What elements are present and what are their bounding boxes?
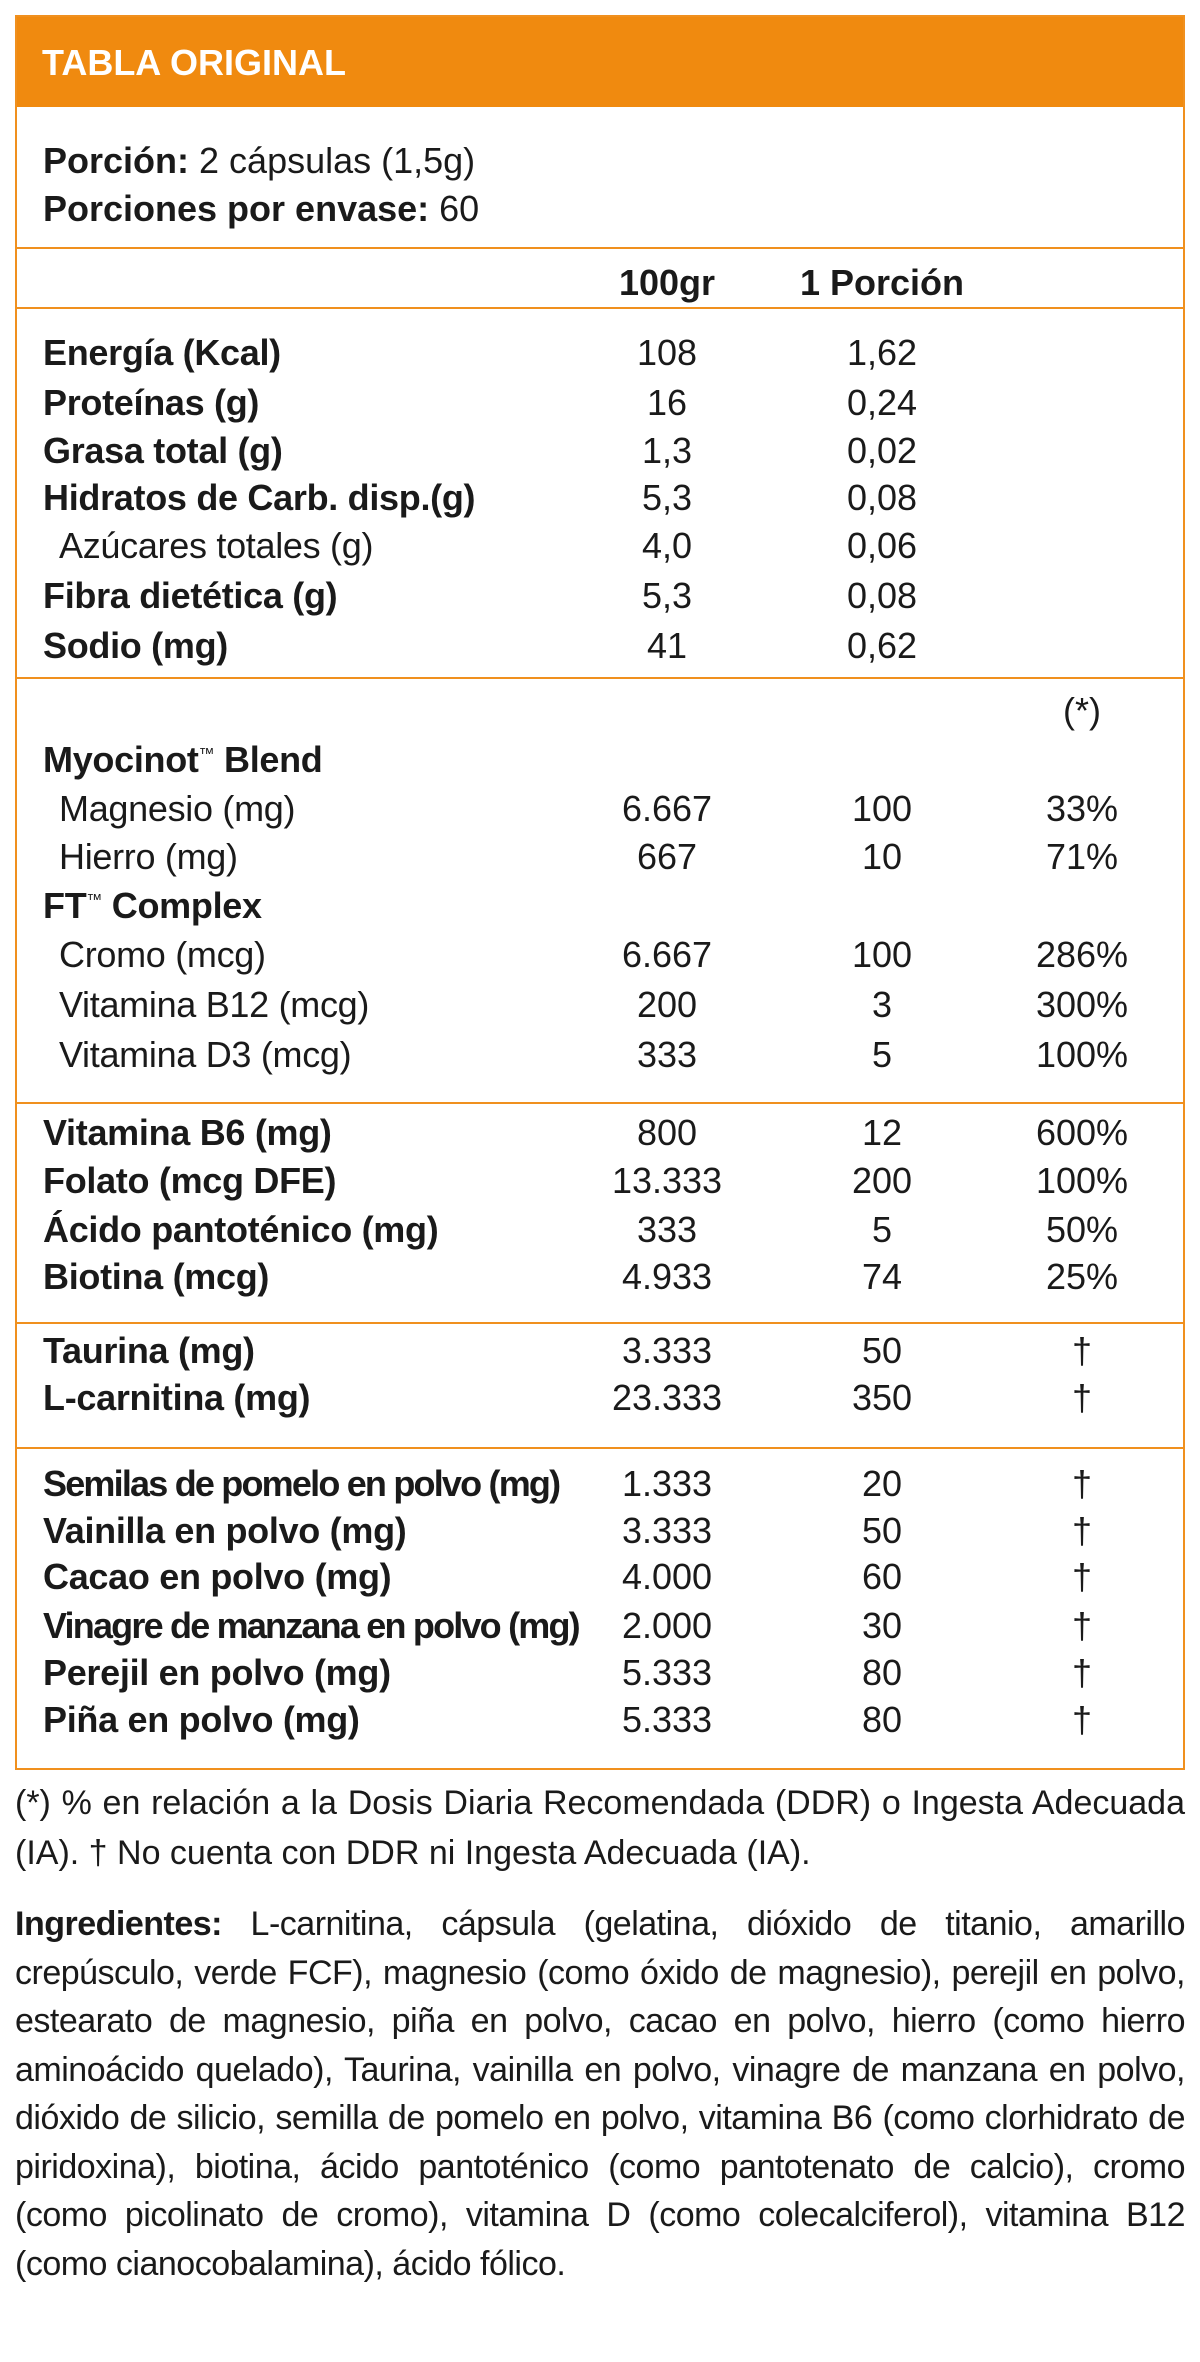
value-pct: † bbox=[1071, 1377, 1093, 1418]
ft-heading bbox=[17, 882, 1183, 930]
row-label: Sodio (mg) bbox=[43, 625, 228, 666]
value-100g: 1,3 bbox=[641, 430, 693, 471]
row-label: Taurina (mg) bbox=[43, 1330, 255, 1371]
myocinot-heading bbox=[17, 736, 1183, 784]
servings-per-pack bbox=[43, 185, 479, 233]
value-portion: 0,08 bbox=[846, 477, 918, 518]
divider bbox=[17, 677, 1183, 679]
row-label: Azúcares totales (g) bbox=[59, 525, 374, 566]
column-header-100g: 100gr bbox=[618, 262, 716, 303]
row-label: Fibra dietética (g) bbox=[43, 575, 338, 616]
value-100g: 6.667 bbox=[621, 934, 713, 975]
value-portion: 12 bbox=[861, 1112, 903, 1153]
value-100g: 108 bbox=[636, 332, 698, 373]
value-pct: † bbox=[1071, 1510, 1093, 1551]
table-row bbox=[17, 379, 1183, 427]
column-header-portion: 1 Porción bbox=[799, 262, 965, 303]
value-100g: 6.667 bbox=[621, 788, 713, 829]
row-label: Ácido pantoténico (mg) bbox=[43, 1209, 439, 1250]
table-row bbox=[17, 1031, 1183, 1079]
divider bbox=[17, 247, 1183, 249]
value-100g: 200 bbox=[636, 984, 698, 1025]
value-pct: † bbox=[1071, 1330, 1093, 1371]
value-100g: 5.333 bbox=[621, 1652, 713, 1693]
divider bbox=[17, 1102, 1183, 1104]
table-row bbox=[17, 1649, 1183, 1697]
value-portion: 74 bbox=[861, 1256, 903, 1297]
value-100g: 800 bbox=[636, 1112, 698, 1153]
value-100g: 5.333 bbox=[621, 1699, 713, 1740]
row-label: Cacao en polvo (mg) bbox=[43, 1556, 392, 1597]
table-row bbox=[17, 474, 1183, 522]
value-100g: 5,3 bbox=[641, 575, 693, 616]
value-pct: † bbox=[1071, 1605, 1093, 1646]
ingredients bbox=[15, 1900, 1185, 2288]
value-100g: 333 bbox=[636, 1209, 698, 1250]
value-pct: † bbox=[1071, 1652, 1093, 1693]
ingredients-label: Ingredientes: bbox=[15, 1905, 222, 1943]
value-100g: 333 bbox=[636, 1034, 698, 1075]
row-label: Hidratos de Carb. disp.(g) bbox=[43, 477, 476, 518]
value-portion: 10 bbox=[861, 836, 903, 877]
column-headers bbox=[17, 259, 1183, 307]
table-row bbox=[17, 622, 1183, 670]
value-pct: 100% bbox=[1035, 1034, 1129, 1075]
value-portion: 1,62 bbox=[846, 332, 918, 373]
row-label: Piña en polvo (mg) bbox=[43, 1699, 360, 1740]
value-100g: 41 bbox=[646, 625, 688, 666]
value-portion: 350 bbox=[851, 1377, 913, 1418]
table-row bbox=[17, 981, 1183, 1029]
value-pct: 71% bbox=[1045, 836, 1119, 877]
value-100g: 4,0 bbox=[641, 525, 693, 566]
value-portion: 0,06 bbox=[846, 525, 918, 566]
ft-title: FT bbox=[43, 885, 87, 926]
table-row bbox=[17, 1327, 1183, 1375]
servings-per-pack-label: Porciones por envase: bbox=[43, 188, 430, 229]
value-pct: † bbox=[1071, 1463, 1093, 1504]
ingredients-text: L-carnitina, cápsula (gelatina, dióxido de titanio, amarillo crepúsculo, verde FCF), magnesio (como óxido de magnesio), perejil en polvo, estearato de magnesio, piña en polvo, cacao en polvo, hierro (como hierro aminoácido quelado), Taurina, vainilla en polvo, vinagre de manzana en polvo, dióxido de silicio, semilla de pomelo en polvo, vitamina B6 (como clorhidrato de piridoxina), biotina, ácido pantoténico (como pantotenato de calcio), cromo (como picolinato de cromo), vitamina D (como colecalciferol), vitamina B12 (como cianocobalamina), ácido fólico. bbox=[15, 1905, 1185, 2283]
value-portion: 80 bbox=[861, 1699, 903, 1740]
table-row bbox=[17, 1460, 1183, 1508]
value-100g: 4.933 bbox=[621, 1256, 713, 1297]
serving-size bbox=[43, 137, 475, 185]
value-portion: 5 bbox=[871, 1034, 893, 1075]
table-row bbox=[17, 1253, 1183, 1301]
table-row bbox=[17, 1374, 1183, 1422]
row-label: Biotina (mcg) bbox=[43, 1256, 270, 1297]
table-row bbox=[17, 427, 1183, 475]
value-portion: 30 bbox=[861, 1605, 903, 1646]
row-label: Perejil en polvo (mg) bbox=[43, 1652, 391, 1693]
value-100g: 13.333 bbox=[611, 1160, 723, 1201]
row-label: Vitamina D3 (mcg) bbox=[59, 1034, 352, 1075]
table-row bbox=[17, 1507, 1183, 1555]
serving-size-value: 2 cápsulas (1,5g) bbox=[189, 140, 476, 181]
row-label: Vinagre de manzana en polvo (mg) bbox=[43, 1605, 579, 1646]
value-100g: 4.000 bbox=[621, 1556, 713, 1597]
value-portion: 100 bbox=[851, 788, 913, 829]
table-row bbox=[17, 1157, 1183, 1205]
value-100g: 1.333 bbox=[621, 1463, 713, 1504]
table-row bbox=[17, 329, 1183, 377]
value-100g: 3.333 bbox=[621, 1510, 713, 1551]
value-pct: † bbox=[1071, 1699, 1093, 1740]
value-pct: 100% bbox=[1035, 1160, 1129, 1201]
value-pct: † bbox=[1071, 1556, 1093, 1597]
value-pct: 50% bbox=[1045, 1209, 1119, 1250]
serving-size-label: Porción: bbox=[43, 140, 190, 181]
value-portion: 50 bbox=[861, 1330, 903, 1371]
row-label: Vitamina B12 (mcg) bbox=[59, 984, 370, 1025]
table-title: TABLA ORIGINAL bbox=[17, 17, 1183, 107]
myocinot-title-suffix: Blend bbox=[214, 739, 323, 780]
myocinot-title: Myocinot bbox=[43, 739, 199, 780]
value-portion: 200 bbox=[851, 1160, 913, 1201]
value-100g: 3.333 bbox=[621, 1330, 713, 1371]
table-row bbox=[17, 1553, 1183, 1601]
table-row bbox=[17, 1206, 1183, 1254]
value-pct: 25% bbox=[1045, 1256, 1119, 1297]
value-100g: 5,3 bbox=[641, 477, 693, 518]
value-portion: 60 bbox=[861, 1556, 903, 1597]
table-row bbox=[17, 1109, 1183, 1157]
row-label: Proteínas (g) bbox=[43, 382, 260, 423]
row-label: Energía (Kcal) bbox=[43, 332, 281, 373]
divider bbox=[17, 1322, 1183, 1324]
row-label: Hierro (mg) bbox=[59, 836, 238, 877]
value-100g: 667 bbox=[636, 836, 698, 877]
value-portion: 50 bbox=[861, 1510, 903, 1551]
divider bbox=[17, 1447, 1183, 1449]
nutrition-table bbox=[15, 15, 1185, 1770]
ft-title-suffix: Complex bbox=[102, 885, 262, 926]
row-label: Grasa total (g) bbox=[43, 430, 283, 471]
footnote: (*) % en relación a la Dosis Diaria Recomendada (DDR) o Ingesta Adecuada (IA). † No cuenta con DDR ni Ingesta Adecuada (IA). bbox=[15, 1784, 1185, 1872]
row-label: Vitamina B6 (mg) bbox=[43, 1112, 332, 1153]
value-portion: 0,02 bbox=[846, 430, 918, 471]
divider bbox=[17, 307, 1183, 309]
value-portion: 0,24 bbox=[846, 382, 918, 423]
table-row bbox=[17, 572, 1183, 620]
row-label: L-carnitina (mg) bbox=[43, 1377, 311, 1418]
column-header-pct: (*) bbox=[1063, 690, 1101, 731]
trademark-mark: ™ bbox=[198, 746, 215, 763]
servings-per-pack-value: 60 bbox=[429, 188, 480, 229]
value-portion: 20 bbox=[861, 1463, 903, 1504]
row-label: Folato (mcg DFE) bbox=[43, 1160, 337, 1201]
value-portion: 3 bbox=[871, 984, 893, 1025]
row-label: Magnesio (mg) bbox=[59, 788, 296, 829]
value-pct: 33% bbox=[1045, 788, 1119, 829]
pct-header-row bbox=[17, 687, 1183, 735]
table-row bbox=[17, 833, 1183, 881]
value-pct: 300% bbox=[1035, 984, 1129, 1025]
table-row bbox=[17, 1602, 1183, 1650]
value-pct: 286% bbox=[1035, 934, 1129, 975]
table-row bbox=[17, 931, 1183, 979]
table-row bbox=[17, 1696, 1183, 1744]
table-row bbox=[17, 785, 1183, 833]
value-portion: 5 bbox=[871, 1209, 893, 1250]
value-100g: 23.333 bbox=[611, 1377, 723, 1418]
value-portion: 0,08 bbox=[846, 575, 918, 616]
value-portion: 80 bbox=[861, 1652, 903, 1693]
value-100g: 2.000 bbox=[621, 1605, 713, 1646]
value-pct: 600% bbox=[1035, 1112, 1129, 1153]
value-portion: 0,62 bbox=[846, 625, 918, 666]
table-row bbox=[17, 522, 1183, 570]
value-100g: 16 bbox=[646, 382, 688, 423]
trademark-mark: ™ bbox=[86, 892, 103, 909]
value-portion: 100 bbox=[851, 934, 913, 975]
row-label: Semilas de pomelo en polvo (mg) bbox=[43, 1463, 560, 1504]
row-label: Vainilla en polvo (mg) bbox=[43, 1510, 407, 1551]
row-label: Cromo (mcg) bbox=[59, 934, 266, 975]
